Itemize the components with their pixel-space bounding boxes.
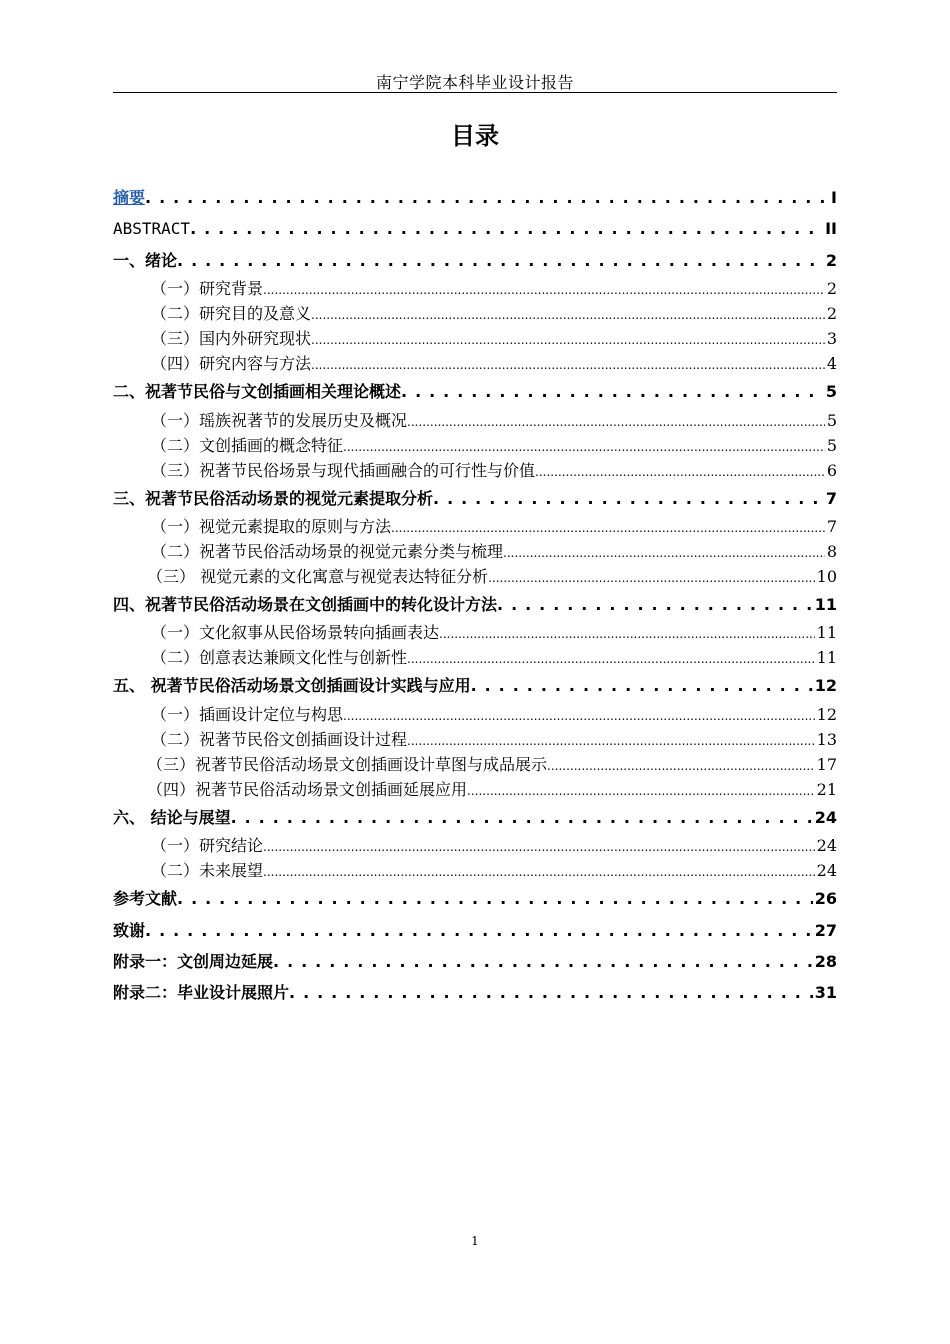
toc-entry-page: 4 (826, 354, 837, 374)
toc-entry-section[interactable] (113, 564, 837, 589)
toc-entry-section[interactable] (113, 777, 837, 802)
toc-entry-title: 五、 祝著节民俗活动场景文创插画设计实践与应用 (113, 676, 471, 696)
toc-entry-chapter[interactable] (113, 946, 837, 977)
toc-entry-title: （三）祝著节民俗场景与现代插画融合的可行性与价值 (151, 460, 536, 480)
toc-entry-page: 31 (814, 983, 837, 1003)
toc-entry-title: （一）视觉元素提取的原则与方法 (151, 516, 392, 536)
toc-entry-chapter[interactable] (113, 589, 837, 620)
toc-entry-page: 13 (816, 729, 837, 749)
toc-entry-section[interactable] (113, 858, 837, 883)
toc-entry-title: （三）祝著节民俗活动场景文创插画设计草图与成品展示 (147, 754, 548, 774)
toc-entry-page: 21 (816, 779, 837, 799)
toc-entry-chapter[interactable] (113, 883, 837, 914)
table-of-contents (113, 182, 837, 1009)
toc-leader-dots (547, 752, 815, 779)
toc-entry-section[interactable] (113, 727, 837, 752)
toc-entry-page: 24 (816, 836, 837, 856)
toc-leader-dots (391, 514, 825, 541)
toc-leader-dots (503, 539, 825, 566)
toc-leader-dots (401, 376, 824, 407)
header-rule (113, 92, 837, 93)
toc-entry-section[interactable] (113, 351, 837, 376)
toc-entry-page: 8 (826, 541, 837, 561)
toc-entry-page: 27 (814, 920, 837, 940)
toc-leader-dots (263, 833, 815, 860)
toc-entry-section[interactable] (113, 276, 837, 301)
toc-title: 目录 (451, 122, 499, 150)
toc-entry-page: 5 (826, 435, 837, 455)
toc-leader-dots (343, 433, 825, 460)
toc-entry-chapter[interactable] (113, 213, 837, 244)
toc-entry-section[interactable] (113, 433, 837, 458)
toc-leader-dots (407, 727, 815, 754)
toc-entry-chapter[interactable] (113, 915, 837, 946)
toc-entry-chapter[interactable] (113, 376, 837, 407)
toc-leader-dots (497, 589, 813, 620)
running-header: 南宁学院本科毕业设计报告 (375, 73, 574, 92)
toc-entry-title: （一）文化叙事从民俗场景转向插画表达 (151, 623, 440, 643)
toc-entry-title: （三） 视觉元素的文化寓意与视觉表达特征分析 (147, 566, 489, 586)
toc-entry-chapter[interactable] (113, 245, 837, 276)
toc-leader-dots (273, 946, 813, 977)
toc-entry-page: 2 (826, 279, 837, 299)
toc-leader-dots (263, 858, 815, 885)
toc-entry-title: ABSTRACT (113, 219, 191, 239)
toc-entry-page: II (825, 219, 837, 239)
toc-leader-dots (535, 458, 825, 485)
toc-entry-page: 11 (814, 594, 837, 614)
toc-entry-title: （二）文创插画的概念特征 (151, 435, 344, 455)
toc-entry-section[interactable] (113, 539, 837, 564)
toc-entry-page: 5 (826, 410, 837, 430)
toc-entry-title: （二）创意表达兼顾文化性与创新性 (151, 648, 408, 668)
toc-entry-page: 6 (826, 460, 837, 480)
toc-leader-dots (439, 620, 815, 647)
toc-leader-dots (488, 564, 815, 591)
toc-entry-title: （一）瑶族祝著节的发展历史及概况 (151, 410, 408, 430)
toc-entry-page: 7 (825, 488, 837, 508)
toc-leader-dots (407, 645, 815, 672)
toc-entry-section[interactable] (113, 833, 837, 858)
toc-leader-dots (177, 883, 813, 914)
toc-leader-dots (407, 408, 825, 435)
toc-entry-chapter[interactable] (113, 670, 837, 701)
toc-entry-title: 附录一：文创周边延展 (113, 951, 274, 971)
toc-entry-page: 11 (816, 623, 837, 643)
toc-entry-page: 2 (826, 304, 837, 324)
toc-entry-title: 三、祝著节民俗活动场景的视觉元素提取分析 (113, 488, 434, 508)
toc-entry-title: 参考文献 (113, 889, 178, 909)
toc-entry-page: 26 (814, 889, 837, 909)
toc-entry-section[interactable] (113, 301, 837, 326)
toc-entry-title: 六、 结论与展望 (113, 807, 231, 827)
toc-entry-chapter[interactable] (113, 802, 837, 833)
toc-entry-title: （二）祝著节民俗文创插画设计过程 (151, 729, 408, 749)
toc-leader-dots (263, 276, 825, 303)
toc-entry-title: 二、祝著节民俗与文创插画相关理论概述 (113, 382, 402, 402)
toc-leader-dots (231, 802, 813, 833)
toc-entry-section[interactable] (113, 620, 837, 645)
toc-entry-title: （一）研究背景 (151, 279, 264, 299)
toc-entry-title: （二）祝著节民俗活动场景的视觉元素分类与梳理 (151, 541, 504, 561)
toc-entry-title: 四、祝著节民俗活动场景在文创插画中的转化设计方法 (113, 594, 498, 614)
toc-entry-page: I (831, 188, 837, 207)
toc-entry-chapter[interactable] (113, 977, 837, 1008)
toc-entry-page: 7 (826, 516, 837, 536)
toc-entry-page: 10 (816, 566, 837, 586)
toc-leader-dots (343, 702, 815, 729)
toc-entry-page: 12 (816, 704, 837, 724)
toc-leader-dots (145, 182, 829, 213)
toc-leader-dots (311, 301, 825, 328)
toc-leader-dots (311, 326, 825, 353)
toc-entry-section[interactable] (113, 514, 837, 539)
toc-entry-section[interactable] (113, 702, 837, 727)
toc-entry-title: 附录二：毕业设计展照片 (113, 983, 290, 1003)
toc-entry-title: （四）祝著节民俗活动场景文创插画延展应用 (147, 779, 468, 799)
toc-entry-page: 3 (826, 329, 837, 349)
toc-leader-dots (311, 351, 825, 378)
toc-entry-page: 5 (825, 382, 837, 402)
toc-entry-section[interactable] (113, 326, 837, 351)
toc-entry-title: 摘要 (113, 188, 146, 207)
toc-entry-title: （二）未来展望 (151, 861, 264, 881)
toc-entry-chapter[interactable] (113, 483, 837, 514)
toc-entry-title: （二）研究目的及意义 (151, 304, 312, 324)
toc-entry-page: 28 (814, 951, 837, 971)
toc-entry-title: （三）国内外研究现状 (151, 329, 312, 349)
toc-entry-page: 17 (816, 754, 837, 774)
toc-leader-dots (433, 483, 824, 514)
toc-leader-dots (289, 977, 813, 1008)
toc-entry-title: （一）插画设计定位与构思 (151, 704, 344, 724)
toc-entry-section[interactable] (113, 752, 837, 777)
toc-entry-section[interactable] (113, 645, 837, 670)
toc-entry-title: （四）研究内容与方法 (151, 354, 312, 374)
toc-leader-dots (177, 245, 824, 276)
toc-leader-dots (467, 777, 815, 804)
toc-entry-chapter[interactable] (113, 182, 837, 213)
toc-entry-page: 12 (814, 676, 837, 696)
toc-entry-page: 24 (816, 861, 837, 881)
toc-entry-title: （一）研究结论 (151, 836, 264, 856)
toc-entry-title: 一、绪论 (113, 250, 178, 270)
toc-entry-section[interactable] (113, 408, 837, 433)
toc-entry-section[interactable] (113, 458, 837, 483)
page-number: 1 (471, 1234, 479, 1248)
toc-leader-dots (190, 213, 823, 244)
toc-entry-page: 11 (816, 648, 837, 668)
toc-entry-title: 致谢 (113, 920, 146, 940)
toc-leader-dots (471, 670, 813, 701)
toc-entry-page: 2 (825, 250, 837, 270)
toc-leader-dots (145, 915, 813, 946)
toc-entry-page: 24 (814, 807, 837, 827)
